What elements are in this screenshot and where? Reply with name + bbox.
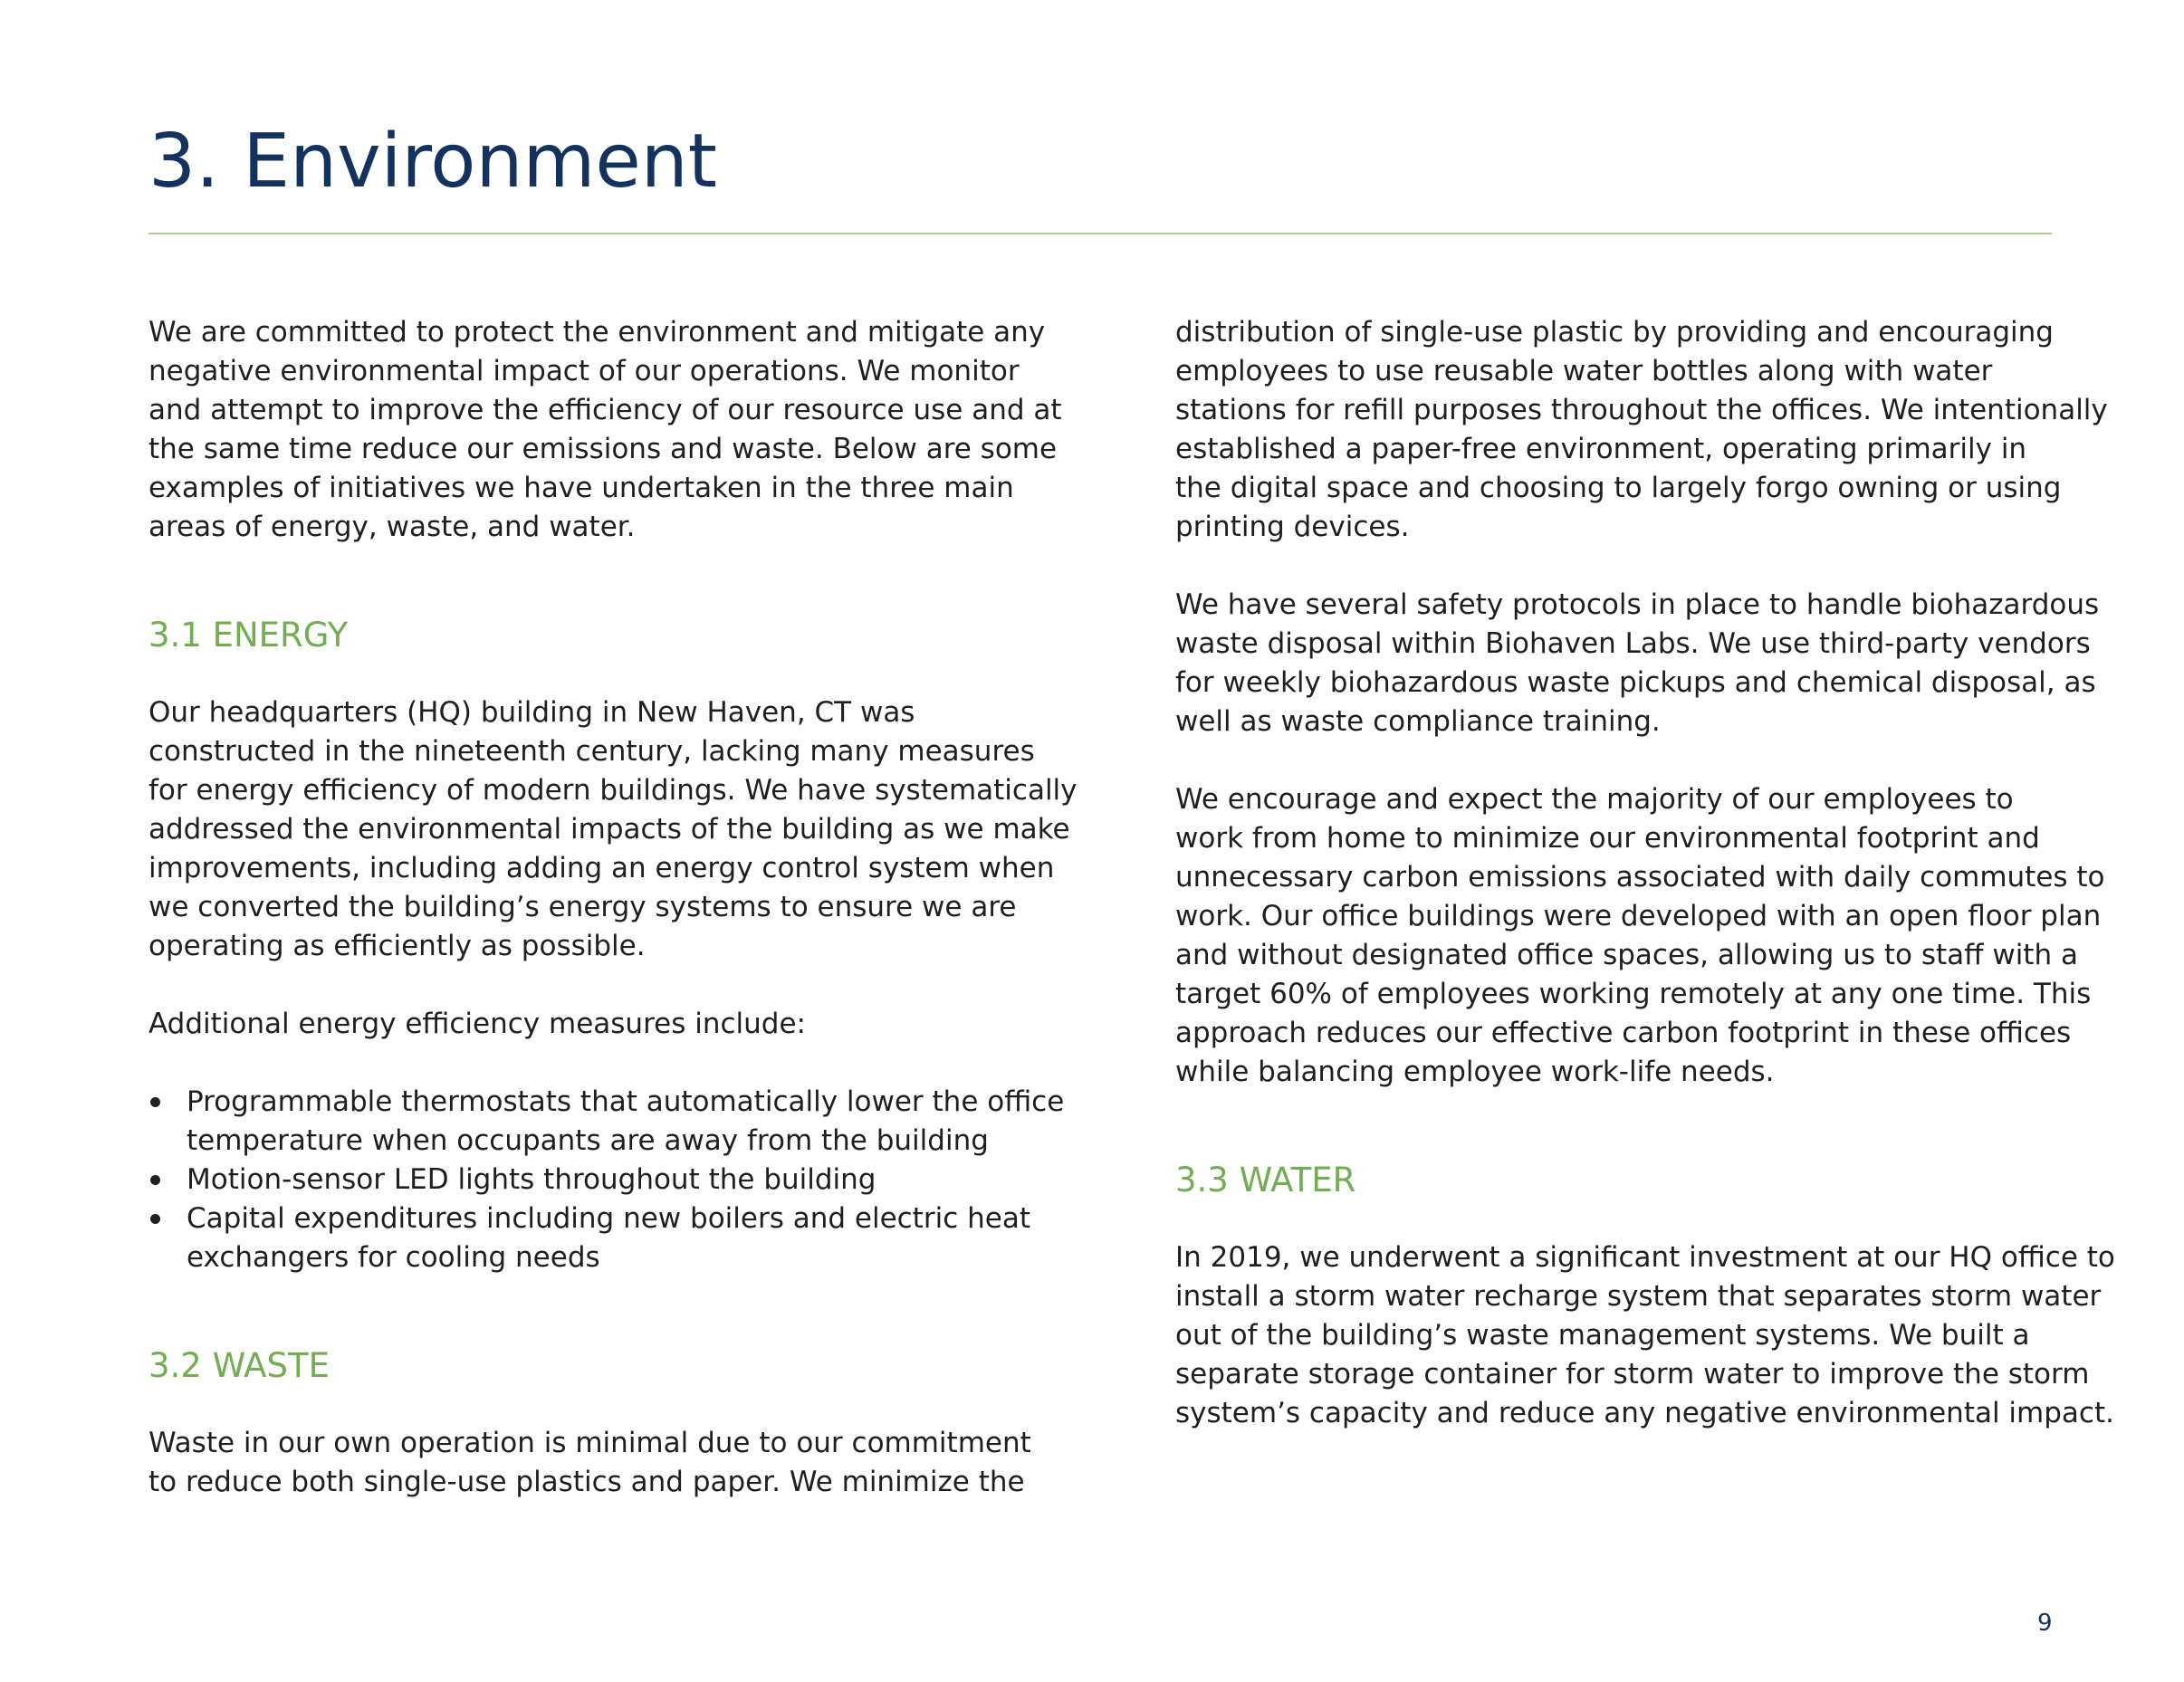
water-line: install a storm water recharge system that separates storm water xyxy=(1175,1280,2102,1313)
waste-line: target 60% of employees working remotely at any one time. This xyxy=(1175,978,2092,1010)
waste-line: printing devices. xyxy=(1175,511,1410,543)
waste-line: established a paper-free environment, operating primarily in xyxy=(1175,433,2027,465)
waste-line: work from home to minimize our environmental footprint and xyxy=(1175,822,2040,855)
list-item xyxy=(148,1161,1036,1199)
waste-line: unnecessary carbon emissions associated with daily commutes to xyxy=(1175,861,2105,894)
energy-paragraph xyxy=(148,693,1078,966)
waste-line: We have several safety protocols in place to handle biohazardous xyxy=(1175,588,2100,621)
intro-line: examples of initiatives we have undertaken in the three main xyxy=(148,472,1014,504)
energy-line: constructed in the nineteenth century, lacking many measures xyxy=(148,735,1035,768)
waste-line: We encourage and expect the majority of our employees to xyxy=(1175,783,2014,816)
energy-line: Our headquarters (HQ) building in New Haven, CT was xyxy=(148,696,915,729)
waste-line: while balancing employee work-life needs. xyxy=(1175,1056,1775,1088)
energy-line: we converted the building’s energy systems to ensure we are xyxy=(148,891,1017,923)
energy-measures-list xyxy=(148,1083,1065,1277)
energy-line: addressed the environmental impacts of the building as we make xyxy=(148,813,1070,846)
water-line: separate storage container for storm water to improve the storm xyxy=(1175,1358,2090,1391)
water-paragraph xyxy=(1175,1238,2115,1433)
list-item-line: Motion-sensor LED lights throughout the building xyxy=(187,1163,876,1196)
waste-line: approach reduces our effective carbon footprint in these offices xyxy=(1175,1017,2072,1049)
intro-line: the same time reduce our emissions and waste. Below are some xyxy=(148,433,1058,465)
energy-line: improvements, including adding an energy control system when xyxy=(148,852,1055,884)
energy-heading: 3.1 ENERGY xyxy=(148,616,349,655)
list-item-line: Programmable thermostats that automatically lower the office xyxy=(187,1085,1065,1118)
list-item xyxy=(148,1199,1036,1277)
water-line: out of the building’s waste management systems. We built a xyxy=(1175,1319,2030,1352)
waste-line: to reduce both single-use plastics and paper. We minimize the xyxy=(148,1466,1025,1498)
waste-paragraph-continued xyxy=(1175,313,2108,547)
waste-line: distribution of single-use plastic by providing and encouraging xyxy=(1175,316,2054,349)
intro-paragraph xyxy=(148,313,1062,547)
left-column xyxy=(148,313,1078,1502)
water-line: system’s capacity and reduce any negative environmental impact. xyxy=(1175,1397,2114,1429)
bullet-icon xyxy=(150,1214,160,1224)
waste-line: waste disposal within Biohaven Labs. We use third-party vendors xyxy=(1175,627,2091,660)
waste-line: employees to use reusable water bottles along with water xyxy=(1175,355,1993,387)
intro-line: areas of energy, waste, and water. xyxy=(148,511,636,543)
water-line: In 2019, we underwent a significant investment at our HQ office to xyxy=(1175,1241,2115,1274)
waste-line: Waste in our own operation is minimal due to our commitment xyxy=(148,1427,1031,1459)
list-item-line: temperature when occupants are away from the building xyxy=(187,1124,989,1157)
intro-line: We are committed to protect the environment and mitigate any xyxy=(148,316,1046,349)
list-item-line: Capital expenditures including new boilers and electric heat xyxy=(187,1202,1030,1235)
waste-line: well as waste compliance training. xyxy=(1175,705,1661,738)
waste-line: stations for refill purposes throughout the offices. We intentionally xyxy=(1175,394,2108,426)
water-heading: 3.3 WATER xyxy=(1175,1161,1356,1199)
bullet-icon xyxy=(150,1175,160,1185)
right-column xyxy=(1175,313,2115,1433)
waste-heading: 3.2 WASTE xyxy=(148,1346,330,1385)
remote-work-paragraph xyxy=(1175,780,2105,1092)
waste-line: the digital space and choosing to largely forgo owning or using xyxy=(1175,472,2062,504)
waste-line: for weekly biohazardous waste pickups and chemical disposal, as xyxy=(1175,666,2096,699)
title-divider xyxy=(148,233,2052,234)
list-item-line: exchangers for cooling needs xyxy=(187,1241,600,1274)
page-title: 3. Environment xyxy=(148,119,717,205)
intro-line: and attempt to improve the efficiency of our resource use and at xyxy=(148,394,1062,426)
energy-line: for energy efficiency of modern buildings. We have systematically xyxy=(148,774,1078,807)
waste-paragraph-start xyxy=(148,1424,1036,1502)
biohazard-paragraph xyxy=(1175,586,2100,741)
list-item xyxy=(148,1083,1065,1161)
intro-line: negative environmental impact of our operations. We monitor xyxy=(148,355,1020,387)
energy-line: operating as efficiently as possible. xyxy=(148,930,646,962)
waste-line: and without designated office spaces, allowing us to staff with a xyxy=(1175,939,2078,971)
page-number: 9 xyxy=(2037,1610,2053,1637)
energy-measures-intro: Additional energy efficiency measures include: xyxy=(148,1008,806,1040)
waste-line: work. Our office buildings were developed with an open floor plan xyxy=(1175,900,2102,932)
bullet-icon xyxy=(150,1097,160,1107)
